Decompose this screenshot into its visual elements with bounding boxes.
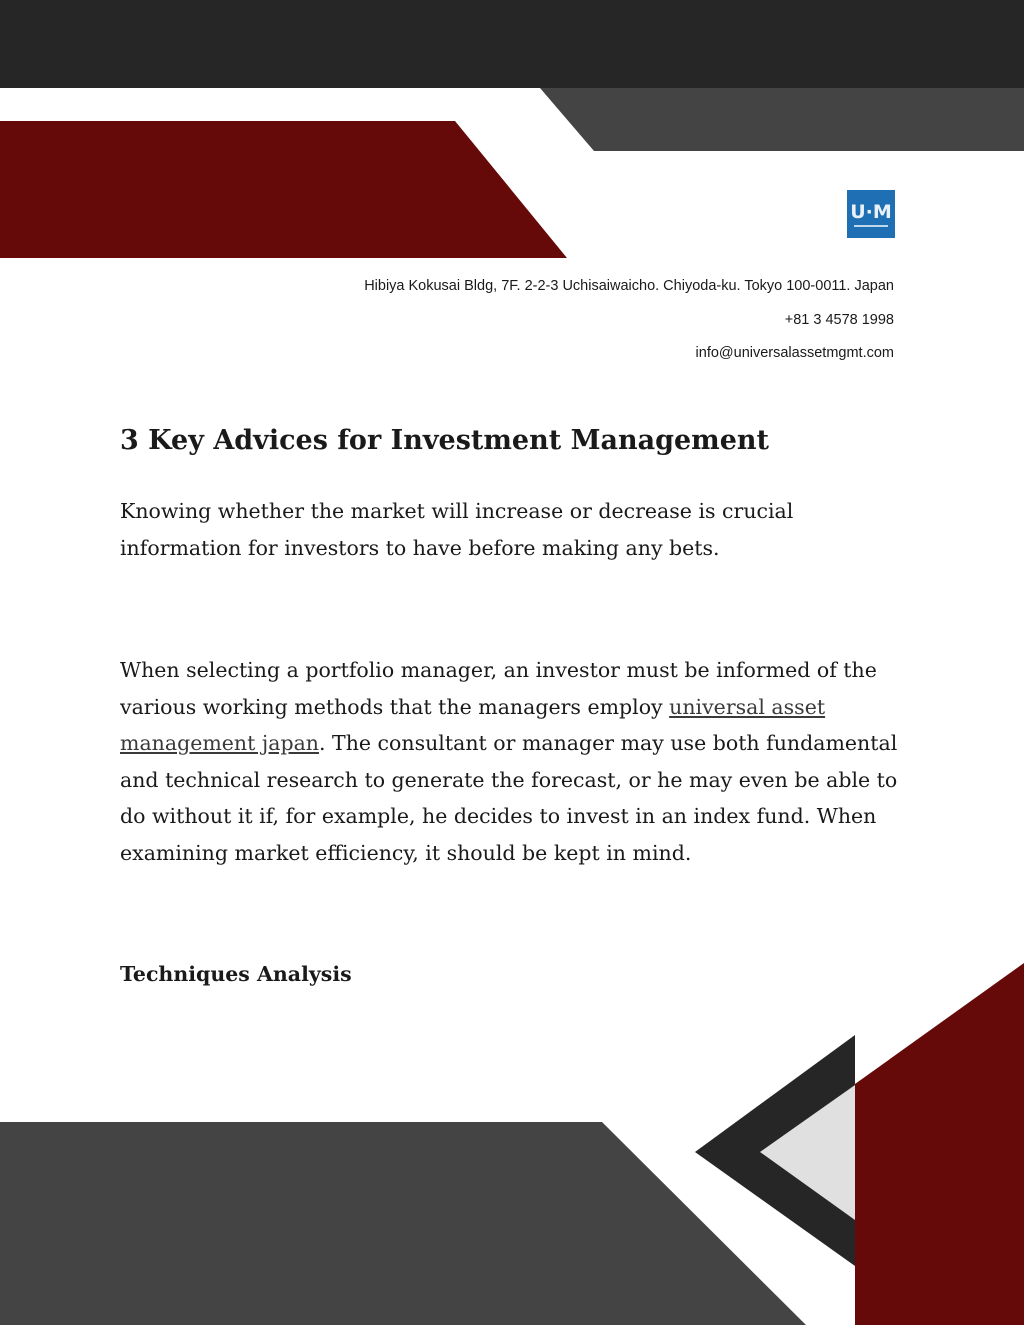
top-dark-band — [0, 0, 1024, 88]
company-phone: +81 3 4578 1998 — [784, 312, 894, 328]
bottom-right-maroon-triangle — [855, 963, 1024, 1325]
company-address: Hibiya Kokusai Bldg, 7F. 2-2-3 Uchisaiwaicho. Chiyoda-ku. Tokyo 100-0011. Japan — [364, 278, 894, 294]
top-maroon-band — [0, 121, 567, 258]
paragraph-portfolio-manager — [120, 652, 910, 871]
company-logo — [847, 190, 895, 238]
top-grey-band — [540, 88, 1024, 151]
paragraph-text-end: . The consultant or manager may use both fundamental and technical research to generate the forecast, or he may even be able to do without it if, for example, he decides to invest in an index fund. When examining market efficiency, it should be kept in mind. — [120, 731, 898, 865]
company-email: info@universalassetmgmt.com — [695, 345, 894, 361]
bottom-grey-band — [0, 1122, 806, 1325]
paragraph-intro: Knowing whether the market will increase or decrease is crucial information for investors to have before making any bets. — [120, 499, 794, 560]
paragraph-text-start: When selecting a portfolio manager, an investor must be informed of the various working methods that the managers employ — [120, 658, 877, 719]
logo-underline — [854, 225, 888, 227]
section-subheading: Techniques Analysis — [120, 962, 352, 986]
logo-text: U·M — [850, 200, 892, 223]
universal-asset-management-link[interactable]: universal asset management japan — [120, 694, 826, 755]
article-title: 3 Key Advices for Investment Management — [120, 425, 770, 456]
